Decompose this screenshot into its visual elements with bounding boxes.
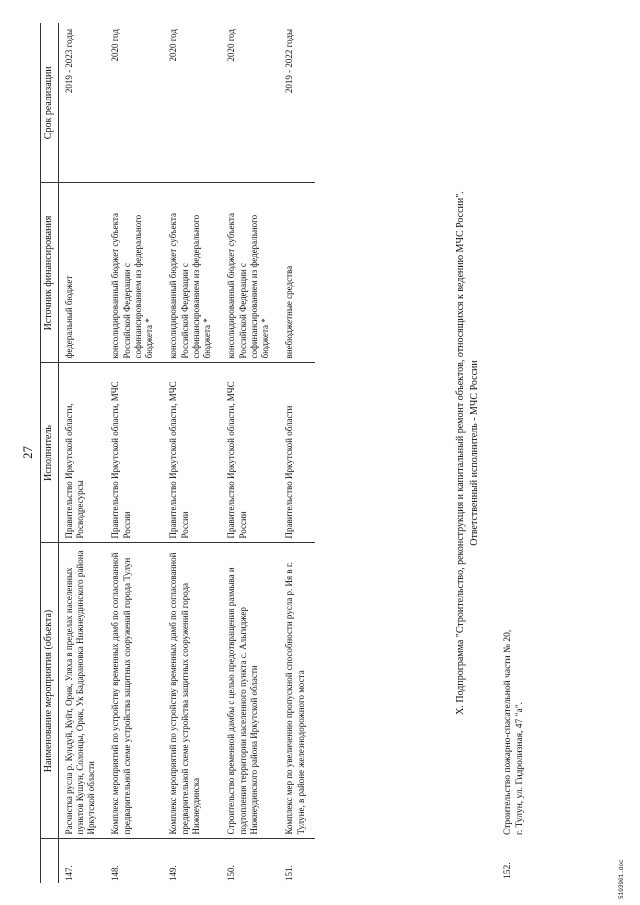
funding-source: консолидированный бюджет субъекта Российской Федерации с софинансированием из федерального бюджета * <box>163 183 221 363</box>
table-row <box>221 23 279 883</box>
page-number: 27 <box>20 446 35 459</box>
measure-name: Комплекс мероприятий по устройству временных дамб по согласованной предварительной схеме устройства защитных сооружений города Тулун <box>105 543 163 839</box>
table-row <box>105 23 163 883</box>
measure-name: Комплекс мероприятий по устройству временных дамб по согласованной предварительной схеме устройства защитных сооружений города Нижнеудинска <box>163 543 221 839</box>
measure-name-line: г. Тулун, ул. Гидролизная, 47 "а". <box>515 701 526 835</box>
period: 2020 год <box>105 23 163 183</box>
header-number <box>41 839 59 883</box>
responsible-executor-line: Ответственный исполнитель - МЧС России <box>469 360 480 546</box>
executor: Правительство Иркутской области, Росводресурсы <box>58 363 105 543</box>
measure-name: Строительство временной дамбы с целью предотвращения размыва и подтопления территории населенного пункта с. Альгиджер Нижнеудинского района Иркутской области <box>221 543 279 839</box>
header-period: Срок реализации <box>41 23 59 183</box>
period: 2020 год <box>221 23 279 183</box>
subprogram-title: X. Подпрограмма "Строительство, реконструкция и капитальный ремонт объектов, относящихся к ведению МЧС России". <box>455 191 466 715</box>
row-number: 152. <box>503 862 513 879</box>
header-measure-name: Наименование мероприятия (объекта) <box>41 543 59 839</box>
header-funding-source: Источник финансирования <box>41 183 59 363</box>
table-header-row <box>41 23 59 883</box>
measure-name <box>502 535 527 835</box>
funding-source: федеральный бюджет <box>58 183 105 363</box>
row-number: 148. <box>110 865 121 881</box>
executor: Правительство Иркутской области, МЧС России <box>105 363 163 543</box>
measure-name-line: Строительство пожарно-спасательной части № 20, <box>503 629 513 835</box>
measures-table <box>40 23 315 883</box>
executor: Правительство Иркутской области <box>279 363 315 543</box>
document-file-id: 5103901.doc <box>618 859 625 899</box>
period: 2019 - 2023 годы <box>58 23 105 183</box>
period: 2020 год <box>163 23 221 183</box>
row-number: 147. <box>63 865 74 881</box>
row-number: 150. <box>226 865 237 881</box>
funding-source: внебюджетные средства <box>279 183 315 363</box>
period: 2019 - 2022 годы <box>279 23 315 183</box>
row-number: 149. <box>168 865 179 881</box>
executor: Правительство Иркутской области, МЧС России <box>163 363 221 543</box>
executor: Правительство Иркутской области, МЧС России <box>221 363 279 543</box>
table-row <box>279 23 315 883</box>
table-row <box>58 23 105 883</box>
table-row <box>163 23 221 883</box>
measure-name: Расчистка русла р. Кундуй, Куйт, Орик, Уляха в пределах населенных пунктов Кушун, Солонцы, Орик, Ук Бадарановка Нижнеудинского района Иркутской области <box>58 543 105 839</box>
measure-name: Комплекс мер по увеличению пропускной способности русла р. Ия в г. Тулуне, в районе железнодорожного моста <box>279 543 315 839</box>
funding-source: консолидированный бюджет субъекта Российской Федерации с софинансированием из федерального бюджета * <box>221 183 279 363</box>
row-number: 151. <box>284 865 295 881</box>
header-executor: Исполнитель <box>41 363 59 543</box>
funding-source: консолидированный бюджет субъекта Российской Федерации с софинансированием из федерального бюджета * <box>105 183 163 363</box>
